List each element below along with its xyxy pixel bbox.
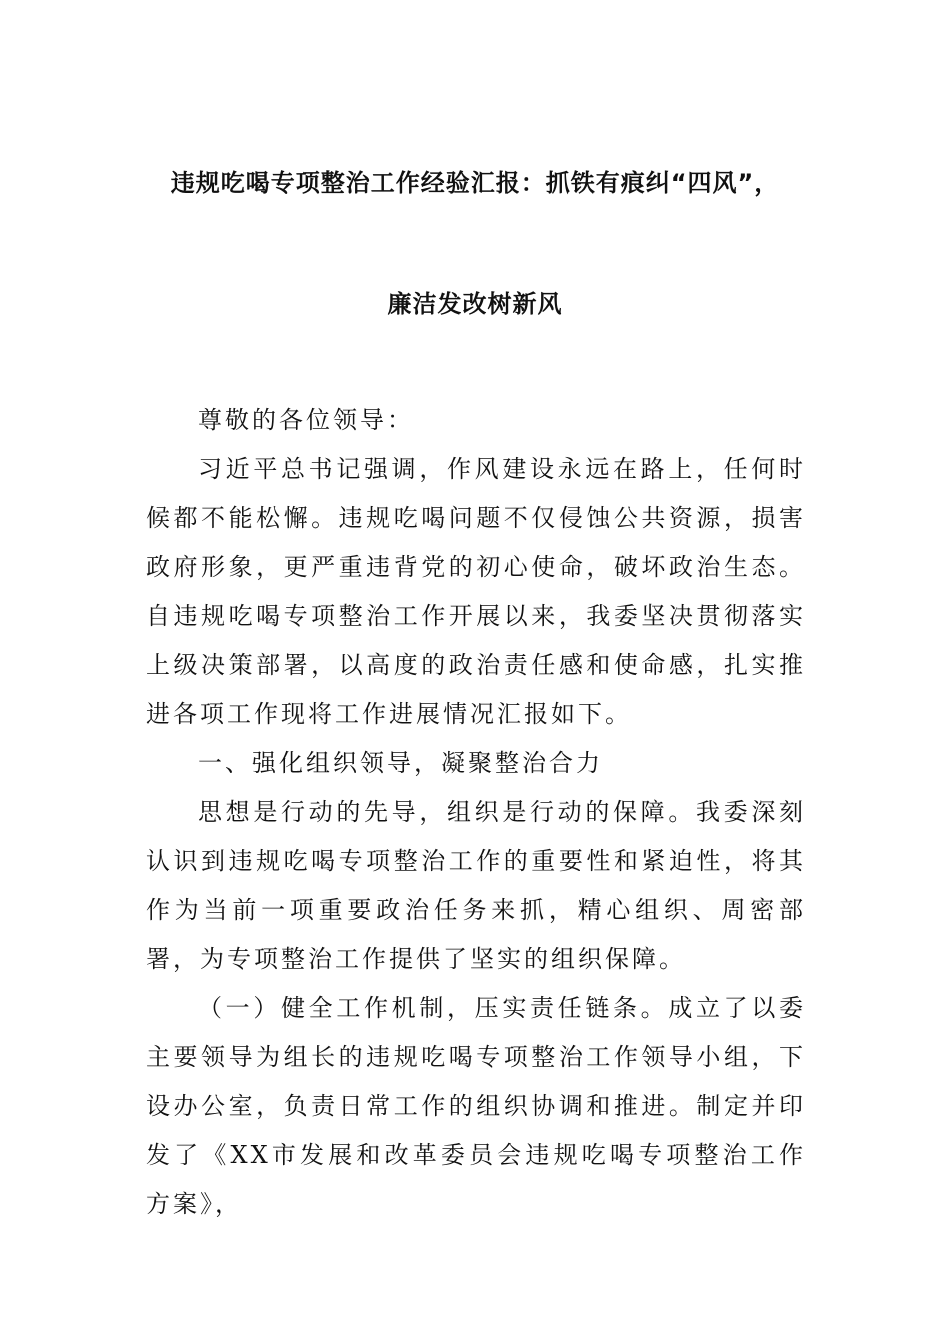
- document-body: [146, 396, 806, 1229]
- paragraph-intro: 习近平总书记强调，作风建设永远在路上，任何时候都不能松懈。违规吃喝问题不仅侵蚀公共资源，损害政府形象，更严重违背党的初心使命，破坏政治生态。自违规吃喝专项整治工作开展以来，我委坚决贯彻落实上级决策部署，以高度的政治责任感和使命感，扎实推进各项工作现将工作进展情况汇报如下。: [146, 455, 806, 728]
- paragraph-section-1: 思想是行动的先导，组织是行动的保障。我委深刻认识到违规吃喝专项整治工作的重要性和紧迫性，将其作为当前一项重要政治任务来抓，精心组织、周密部署，为专项整治工作提供了坚实的组织保障。: [146, 798, 806, 973]
- salutation: 尊敬的各位领导：: [198, 406, 414, 434]
- document-title-line-1: 违规吃喝专项整治工作经验汇报：抓铁有痕纠“四风”，: [170, 169, 780, 197]
- document-title-line-2: 廉洁发改树新风: [387, 290, 563, 318]
- paragraph-subsection-1: （一）健全工作机制，压实责任链条。成立了以委主要领导为组长的违规吃喝专项整治工作领导小组，下设办公室，负责日常工作的组织协调和推进。制定并印发了《XX市发展和改革委员会违规吃喝专项整治工作方案》，: [146, 994, 806, 1218]
- section-heading-1: 一、强化组织领导，凝聚整治合力: [198, 749, 603, 777]
